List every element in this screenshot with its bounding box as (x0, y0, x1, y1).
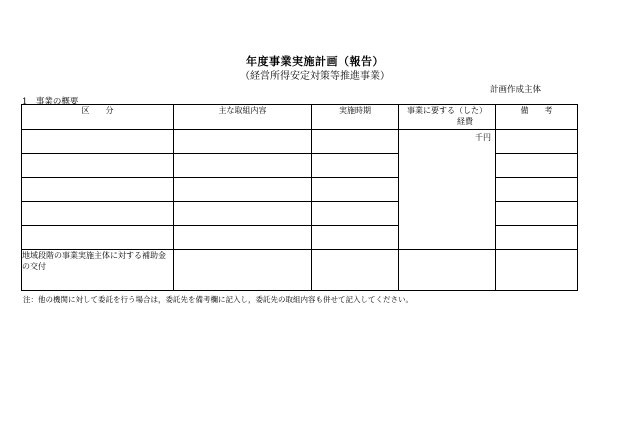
plan-table (21, 104, 578, 291)
table-row-subsidy (22, 250, 578, 291)
cell-remarks[interactable] (496, 202, 578, 226)
cell-remarks[interactable] (496, 178, 578, 202)
cell-main-content[interactable] (174, 154, 312, 178)
header-cost-line2: 経費 (457, 117, 473, 126)
cell-period[interactable] (312, 250, 399, 291)
cell-period[interactable] (312, 154, 399, 178)
header-category: 区 分 (22, 105, 174, 130)
cell-cost[interactable] (399, 250, 496, 291)
header-cost (399, 105, 496, 130)
document-subtitle: （経営所得安定対策等推進事業） (240, 71, 390, 82)
table-row (22, 130, 578, 154)
cell-remarks[interactable] (496, 226, 578, 250)
cell-category[interactable] (22, 178, 174, 202)
cell-category[interactable] (22, 226, 174, 250)
cell-subsidy-label: 地域段階の事業実施主体に対する補助金の交付 (22, 250, 174, 291)
table-header-row (22, 105, 578, 130)
cell-category[interactable] (22, 130, 174, 154)
author-label: 計画作成主体 (490, 85, 542, 95)
header-remarks: 備 考 (496, 105, 578, 130)
cell-period[interactable] (312, 202, 399, 226)
cell-main-content[interactable] (174, 250, 312, 291)
cell-period[interactable] (312, 178, 399, 202)
section-heading: 1 事業の概要 (22, 97, 79, 107)
header-main-content: 主な取組内容 (174, 105, 312, 130)
cell-category[interactable] (22, 202, 174, 226)
cell-main-content[interactable] (174, 130, 312, 154)
cell-period[interactable] (312, 130, 399, 154)
cell-main-content[interactable] (174, 202, 312, 226)
footnote: 注：他の機関に対して委託を行う場合は，委託先を備考欄に記入し，委託先の取組内容も併せて記入してください。 (23, 295, 413, 304)
cell-main-content[interactable] (174, 178, 312, 202)
cell-category[interactable] (22, 154, 174, 178)
header-period: 実施時期 (312, 105, 399, 130)
cell-cost[interactable] (399, 130, 496, 250)
cell-main-content[interactable] (174, 226, 312, 250)
header-cost-line1: 事業に要する（した） (407, 106, 487, 115)
cost-unit: 千円 (475, 133, 491, 142)
cell-period[interactable] (312, 226, 399, 250)
cell-remarks[interactable] (496, 250, 578, 291)
cell-remarks[interactable] (496, 130, 578, 154)
document-title: 年度事業実施計画（報告） (246, 55, 384, 68)
cell-remarks[interactable] (496, 154, 578, 178)
